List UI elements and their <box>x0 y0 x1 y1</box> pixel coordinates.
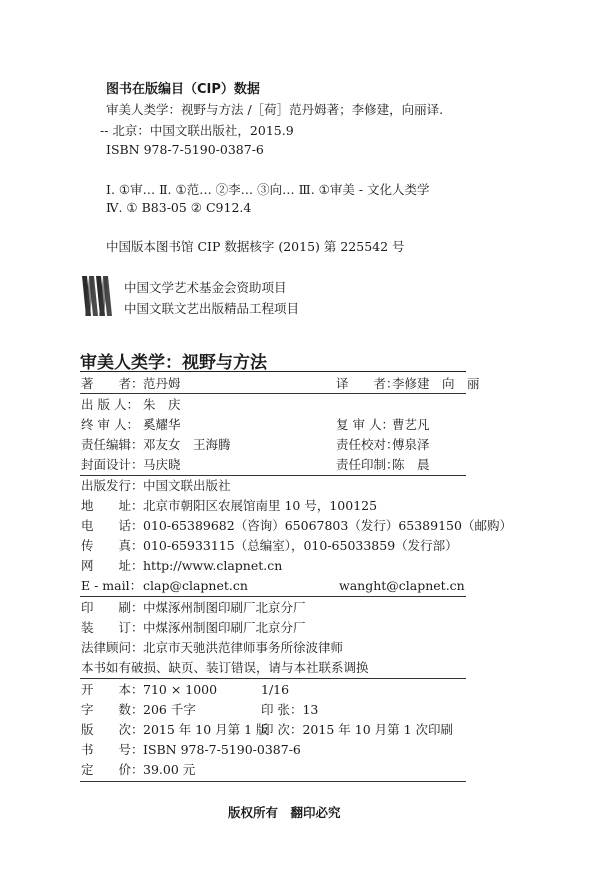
info-row-email <box>81 577 467 595</box>
sheets-label: 印 张： <box>261 702 303 717</box>
publisher-person-value: 朱 庆 <box>143 397 181 412</box>
editor-value: 邓友女 王海腾 <box>143 437 231 452</box>
web-label: 网 址： <box>81 558 144 573</box>
cover-label: 封面设计： <box>81 457 144 472</box>
translator-value: 李修建 向 丽 <box>392 376 480 391</box>
edition-value: 2015 年 10 月第 1 版 <box>143 722 269 737</box>
divider <box>80 678 466 679</box>
book-title: 审美人类学：视野与方法 <box>80 353 267 373</box>
phone-value: 010-65389682（咨询）65067803（发行）65389150（邮购） <box>143 518 512 533</box>
project-line-1: 中国文学艺术基金会资助项目 <box>124 280 287 295</box>
copyright-notice: 版权所有 翻印必究 <box>228 805 341 820</box>
distributor-value: 中国文联出版社 <box>143 478 231 493</box>
words-value: 206 千字 <box>143 702 196 717</box>
notice-text: 本书如有破损、缺页、装订错误，请与本社联系调换 <box>81 660 369 675</box>
spec-row-format <box>81 681 467 699</box>
spec-row-isbn <box>81 741 301 759</box>
credits-row-author <box>81 375 480 393</box>
author-label: 著 者： <box>81 376 144 391</box>
printing-label: 印 次： <box>261 722 303 737</box>
isbn-label: 书 号： <box>81 742 144 757</box>
spec-row-edition <box>81 721 467 739</box>
second-review-label: 复 审 人： <box>336 417 394 432</box>
proof-label: 责任校对： <box>336 437 399 452</box>
info-row-web <box>81 557 282 575</box>
address-label: 地 址： <box>81 498 144 513</box>
second-review-value: 曹艺凡 <box>392 417 430 432</box>
info-row-fax <box>81 537 458 555</box>
info-row-legal <box>81 639 343 657</box>
divider <box>80 475 466 476</box>
legal-value: 北京市天驰洪范律师事务所徐波律师 <box>143 640 344 655</box>
printer-label: 印 刷： <box>81 600 144 615</box>
email-label: E - mail： <box>81 578 143 593</box>
cip-line-2: -- 北京：中国文联出版社，2015.9 <box>100 123 294 138</box>
divider <box>80 781 466 782</box>
web-value: http://www.clapnet.cn <box>143 558 283 573</box>
divider <box>80 393 466 394</box>
printing-value: 2015 年 10 月第 1 次印刷 <box>302 722 454 737</box>
proof-value: 傅泉泽 <box>392 437 430 452</box>
price-value: 39.00 元 <box>143 762 196 777</box>
email-value-2: wanght@clapnet.cn <box>339 578 465 593</box>
print-resp-value: 陈 晨 <box>392 457 430 472</box>
divider <box>80 371 466 372</box>
cip-line-1: 审美人类学：视野与方法 /［荷］范丹姆著；李修建，向丽译. <box>106 102 444 117</box>
distributor-label: 出版发行： <box>81 478 144 493</box>
author-value: 范丹姆 <box>143 376 181 391</box>
info-row-printer <box>81 599 306 617</box>
binder-label: 装 订： <box>81 620 144 635</box>
printer-value: 中煤涿州制图印刷厂北京分厂 <box>143 600 306 615</box>
address-value: 北京市朝阳区农展馆南里 10 号，100125 <box>143 498 378 513</box>
words-label: 字 数： <box>81 702 144 717</box>
cip-line-3: ISBN 978-7-5190-0387-6 <box>106 142 264 157</box>
info-row-address <box>81 497 377 515</box>
spec-row-words <box>81 701 467 719</box>
publisher-person-label: 出 版 人： <box>81 397 139 412</box>
phone-label: 电 话： <box>81 518 144 533</box>
project-line-2: 中国文联文艺出版精品工程项目 <box>124 301 300 316</box>
format-label: 开 本： <box>81 682 144 697</box>
spec-row-price <box>81 761 195 779</box>
price-label: 定 价： <box>81 762 144 777</box>
cip-classification-2: Ⅳ. ① B83-05 ② C912.4 <box>106 200 252 215</box>
info-row-binder <box>81 619 306 637</box>
fax-value: 010-65933115（总编室），010-65033859（发行部） <box>143 538 458 553</box>
cip-classification-1: Ⅰ. ①审… Ⅱ. ①范… ②李… ③向… Ⅲ. ①审美 - 文化人类学 <box>106 182 430 197</box>
translator-label: 译 者： <box>336 376 399 391</box>
cip-verify-number: 中国版本图书馆 CIP 数据核字 (2015) 第 225542 号 <box>106 239 405 254</box>
sheets-value: 13 <box>302 702 319 717</box>
print-resp-label: 责任印制： <box>336 457 399 472</box>
isbn-value: ISBN 978-7-5190-0387-6 <box>143 742 301 757</box>
divider <box>80 596 466 597</box>
publisher-logo-icon <box>82 276 112 316</box>
info-row-distributor <box>81 477 231 495</box>
info-row-phone <box>81 517 512 535</box>
legal-label: 法律顾问： <box>81 640 144 655</box>
format-value: 710 × 1000 <box>143 682 218 697</box>
credits-row-review <box>81 416 467 434</box>
credits-row-cover <box>81 456 467 474</box>
binder-value: 中煤涿州制图印刷厂北京分厂 <box>143 620 306 635</box>
credits-row-publisher <box>81 396 181 414</box>
editor-label: 责任编辑： <box>81 437 144 452</box>
cip-heading: 图书在版编目（CIP）数据 <box>106 82 260 97</box>
final-review-value: 奚耀华 <box>143 417 181 432</box>
edition-label: 版 次： <box>81 722 144 737</box>
credits-row-editor <box>81 436 467 454</box>
email-value-1: clap@clapnet.cn <box>143 578 248 593</box>
format-size-value: 1/16 <box>261 682 290 697</box>
final-review-label: 终 审 人： <box>81 417 139 432</box>
fax-label: 传 真： <box>81 538 144 553</box>
cover-value: 马庆晓 <box>143 457 181 472</box>
